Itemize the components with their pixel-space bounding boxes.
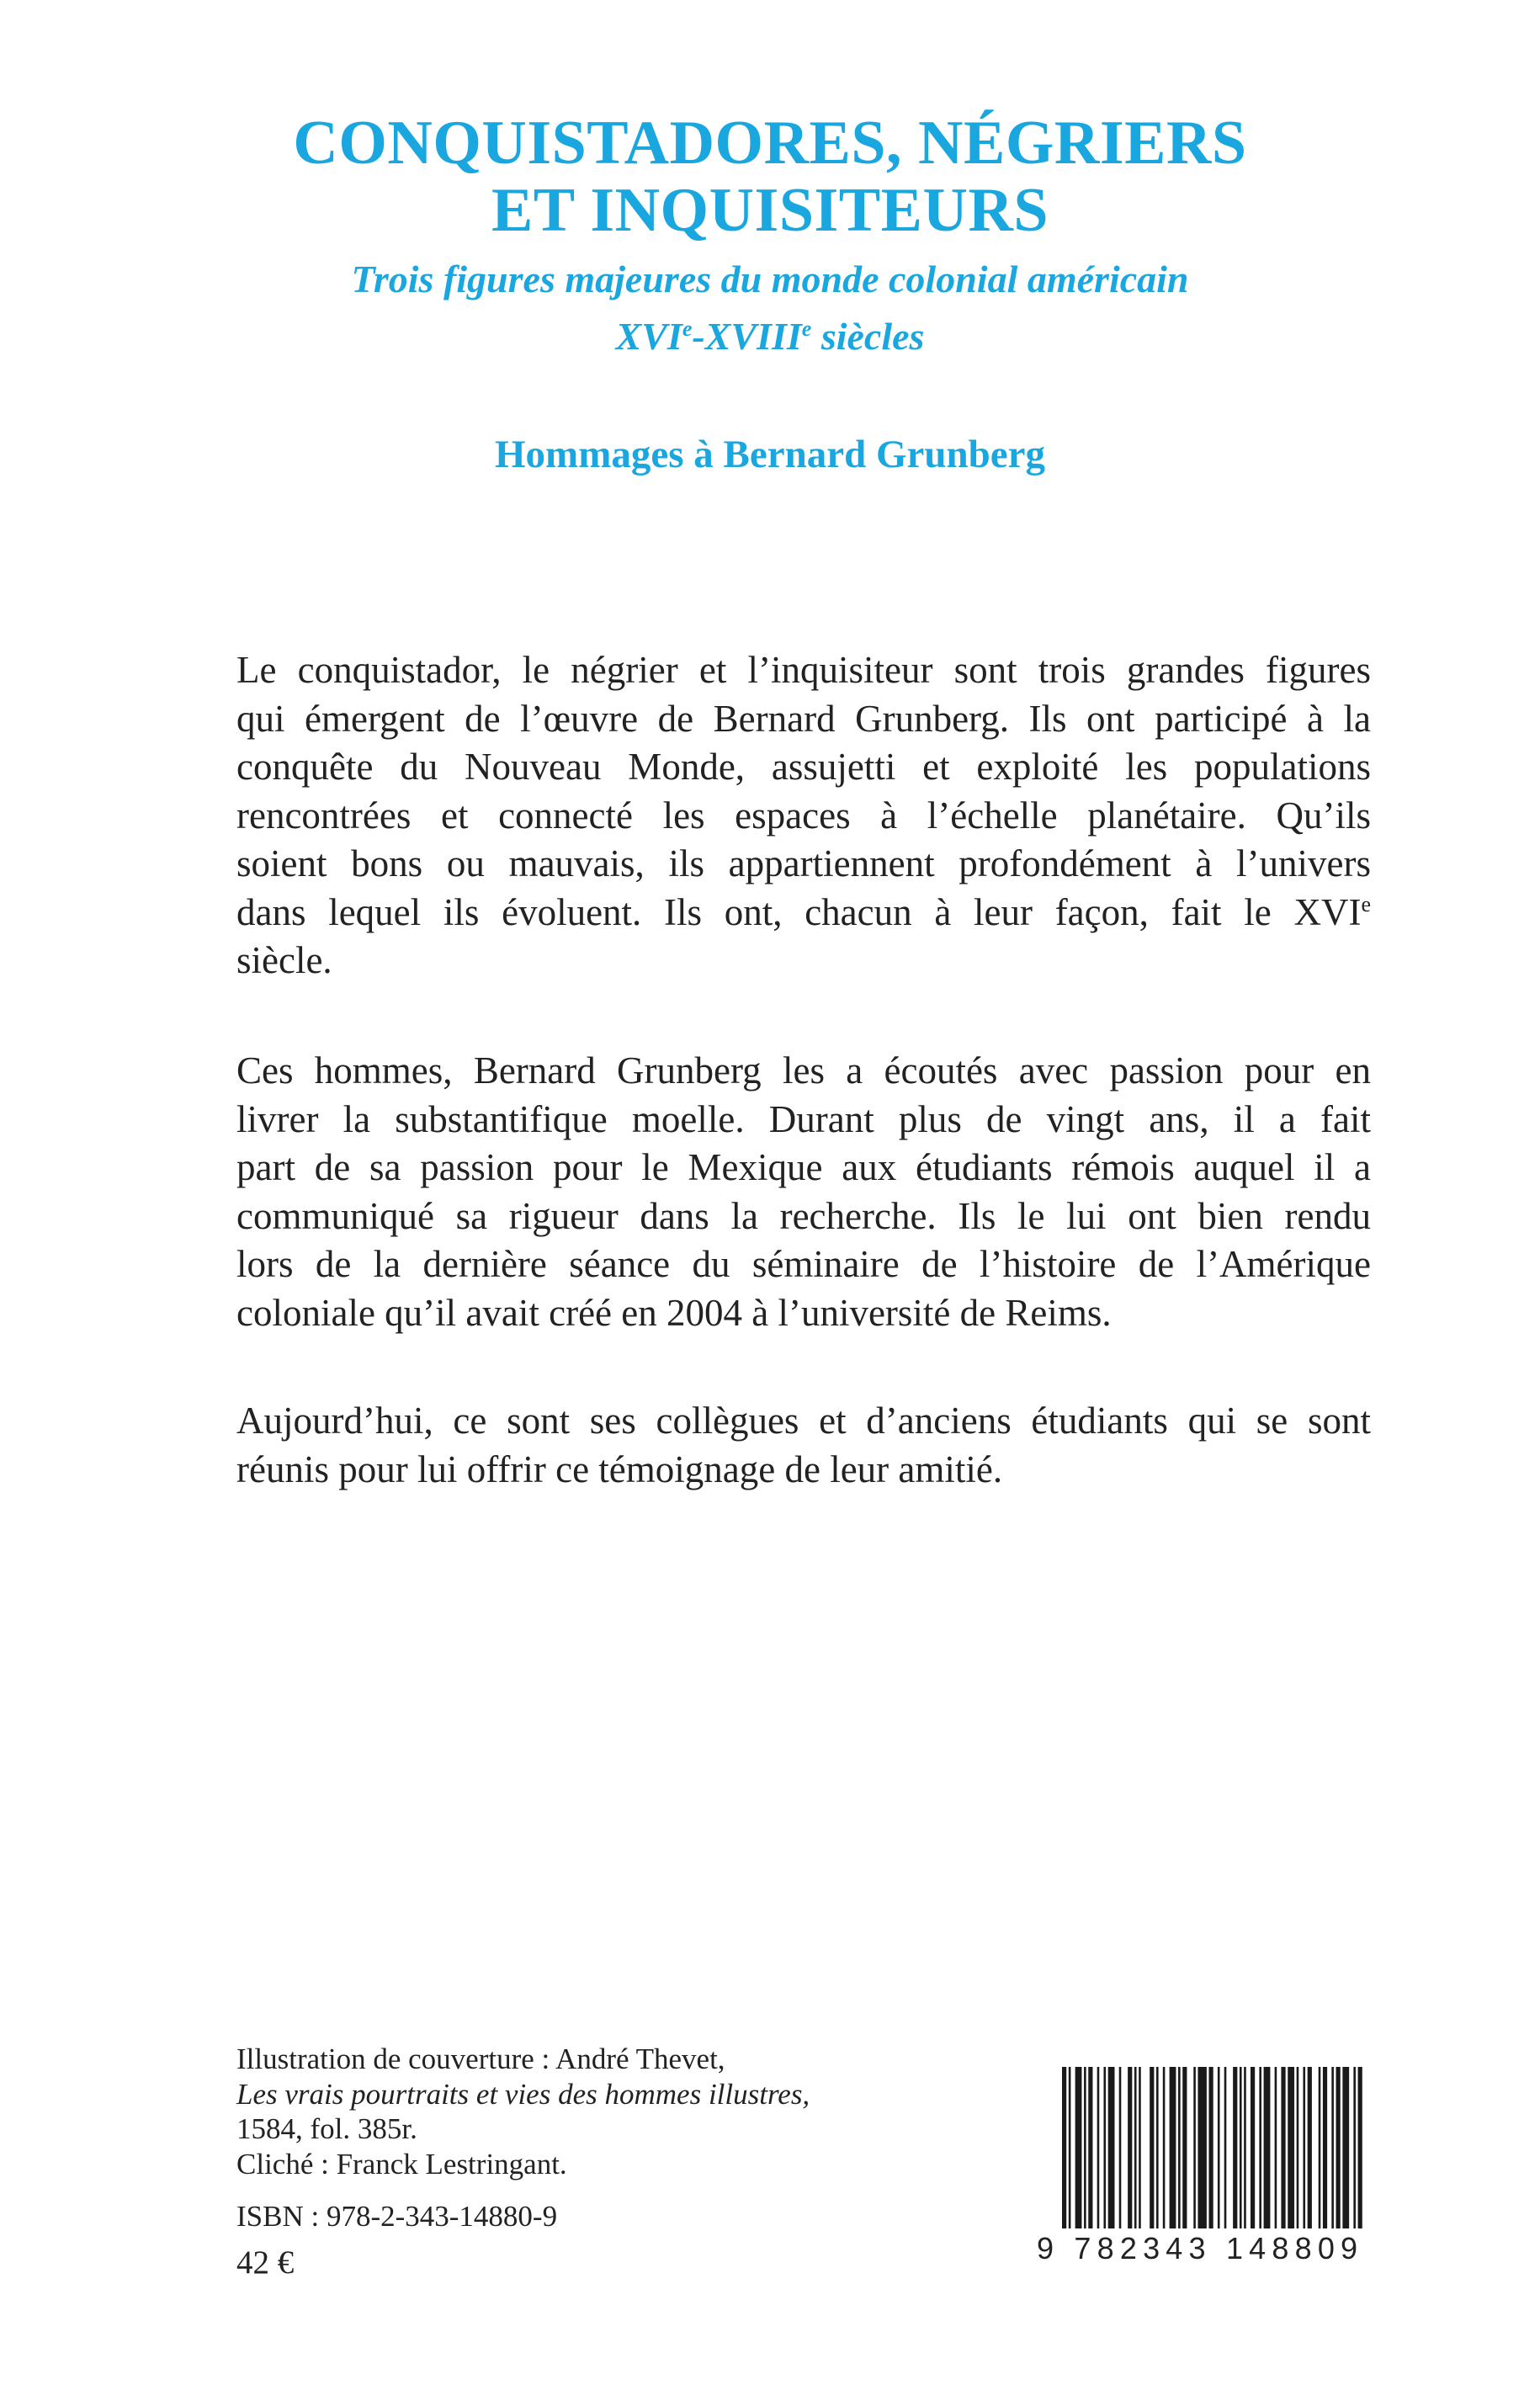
century-end-sup: e (801, 316, 812, 341)
barcode-bar (1139, 2067, 1141, 2228)
blurb-paragraph-2 (236, 1047, 1371, 1337)
barcode-bar (1156, 2067, 1159, 2228)
barcode-bar (1303, 2067, 1305, 2228)
barcode-bar (1128, 2067, 1132, 2228)
credits-photo: Cliché : Franck Lestringant. (236, 2147, 567, 2180)
paragraph-line: communiqué sa rigueur dans la recherche. Ils le lui ont bien rendu (236, 1194, 1371, 1237)
barcode-bar (1308, 2067, 1312, 2228)
barcode-bar (1275, 2067, 1277, 2228)
barcode-bar (1240, 2067, 1242, 2228)
barcode-bar (1319, 2067, 1321, 2228)
paragraph-line: conquête du Nouveau Monde, assujetti et exploité les populations (236, 746, 1371, 788)
century-start-sup: e (682, 316, 693, 341)
barcode-bar (1119, 2067, 1122, 2228)
century-sup: e (1361, 891, 1371, 916)
book-subtitle: Trois figures majeures du monde colonial américain (351, 258, 1189, 300)
century-start: XVI (615, 315, 682, 358)
barcode-icon (1062, 2067, 1367, 2228)
credits-work-title: Les vrais pourtraits et vies des hommes illustres, (236, 2077, 810, 2111)
barcode-bar (1170, 2067, 1176, 2228)
paragraph-line: rencontrées et connecté les espaces à l’échelle planétaire. Qu’ils (236, 794, 1371, 837)
centuries-word: siècles (811, 315, 925, 358)
barcode-bar (1150, 2067, 1154, 2228)
barcode-bar (1075, 2067, 1082, 2228)
barcode-bar (1178, 2067, 1181, 2228)
isbn: ISBN : 978-2-343-14880-9 (236, 2200, 558, 2233)
credits-folio: 1584, fol. 385r. (236, 2112, 417, 2145)
blurb-paragraph-3 (236, 1397, 1371, 1494)
paragraph-line: siècle. (236, 939, 332, 981)
blurb-paragraph-1 (236, 646, 1371, 985)
paragraph-line: réunis pour lui offrir ce témoignage de leur amitié. (236, 1447, 1003, 1490)
barcode-digits: 9 782343 148809 (1037, 2231, 1364, 2265)
paragraph-line: coloniale qu’il avait créé en 2004 à l’université de Reims. (236, 1291, 1112, 1334)
barcode-bar (1197, 2067, 1206, 2228)
barcode-bar (1097, 2067, 1100, 2228)
barcode-bar (1336, 2067, 1341, 2228)
paragraph-line: Aujourd’hui, ce sont ses collègues et d’anciens étudiants qui se sont (236, 1400, 1371, 1442)
barcode-bar (1088, 2067, 1092, 2228)
century-end: -XVIII (692, 315, 802, 358)
barcode-bar (1342, 2067, 1349, 2228)
paragraph-line: part de sa passion pour le Mexique aux étudiants rémois auquel il a (236, 1146, 1371, 1188)
barcode-bar (1353, 2067, 1356, 2228)
barcode-bar (1323, 2067, 1327, 2228)
paragraph-line: qui émergent de l’œuvre de Bernard Grunberg. Ils ont participé à la (236, 697, 1371, 740)
barcode-bar (1331, 2067, 1334, 2228)
cover-credits (236, 2042, 810, 2181)
book-title-line-1: CONQUISTADORES, NÉGRIERS (293, 109, 1247, 178)
barcode-bar (1134, 2067, 1137, 2228)
barcode-bar (1288, 2067, 1294, 2228)
paragraph-line: soient bons ou mauvais, ils appartiennent profondément à l’univers (236, 842, 1371, 884)
barcode-bar (1218, 2067, 1220, 2228)
barcode-bar (1233, 2067, 1237, 2228)
barcode-bar (1103, 2067, 1106, 2228)
barcode-bar (1163, 2067, 1166, 2228)
barcode-bar (1297, 2067, 1299, 2228)
barcode-bar (1108, 2067, 1115, 2228)
barcode-bar (1193, 2067, 1196, 2228)
price: 42 € (236, 2244, 295, 2281)
barcode-bar (1251, 2067, 1255, 2228)
paragraph-line-text: dans lequel ils évoluent. Ils ont, chacun à leur façon, fait le XVI (236, 890, 1362, 933)
paragraph-line: lors de la dernière séance du séminaire de l’histoire de l’Amérique (236, 1243, 1371, 1285)
barcode-bar (1208, 2067, 1213, 2228)
barcode-bar (1084, 2067, 1086, 2228)
barcode-bar (1358, 2067, 1362, 2228)
paragraph-line: Ces hommes, Bernard Grunberg les a écoutés avec passion pour en (236, 1049, 1371, 1092)
hommage-heading: Hommages à Bernard Grunberg (494, 433, 1046, 476)
barcode-bar (1182, 2067, 1187, 2228)
barcode-bar (1069, 2067, 1071, 2228)
book-title-line-2: ET INQUISITEURS (491, 176, 1049, 245)
barcode-bar (1259, 2067, 1261, 2228)
barcode-bar (1224, 2067, 1227, 2228)
book-subtitle-centuries (0, 313, 1540, 360)
barcode-bar (1244, 2067, 1246, 2228)
paragraph-line: livrer la substantifique moelle. Durant plus de vingt ans, il a fait (236, 1097, 1371, 1140)
barcode-bar (1062, 2067, 1066, 2228)
barcode-bar (1281, 2067, 1285, 2228)
credits-illustration: Illustration de couverture : André Thevet, (236, 2042, 725, 2075)
barcode-bar (1264, 2067, 1271, 2228)
paragraph-line-with-sup (236, 889, 1371, 938)
paragraph-line: Le conquistador, le négrier et l’inquisiteur sont trois grandes figures (236, 649, 1371, 691)
